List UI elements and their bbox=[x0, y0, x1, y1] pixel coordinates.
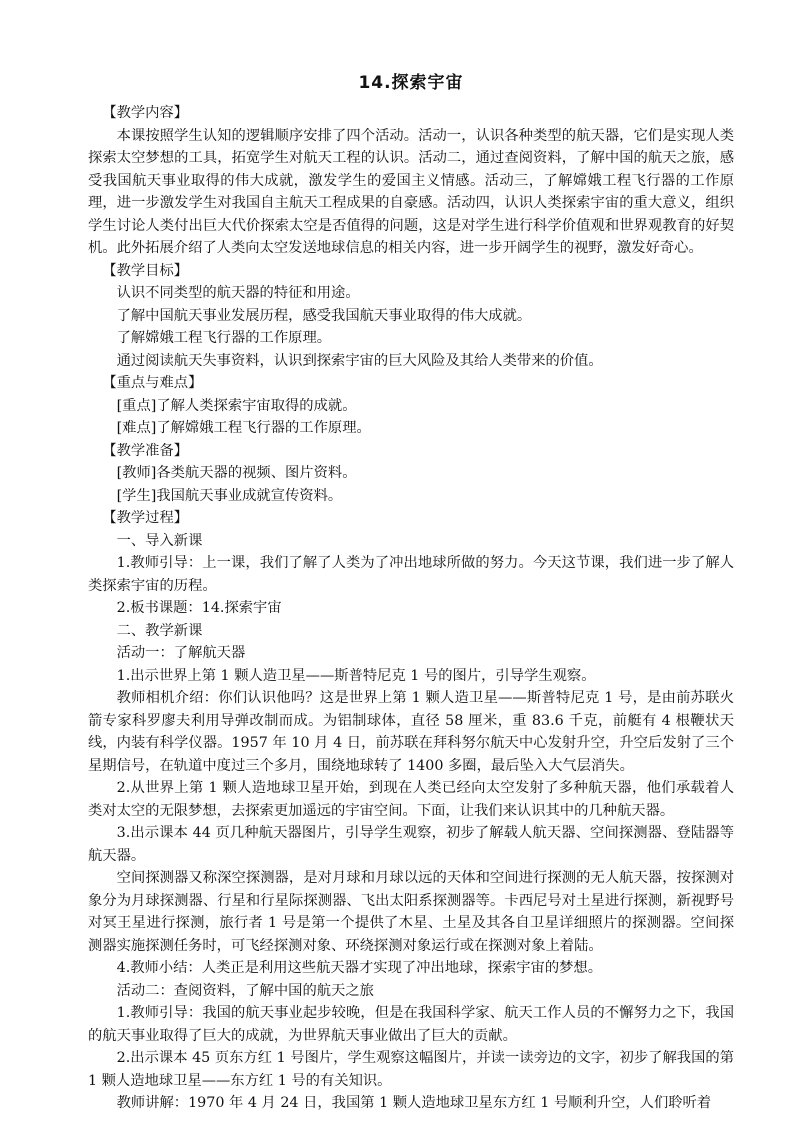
goal-item: 了解中国航天事业发展历程，感受我国航天事业取得的伟大成就。 bbox=[116, 307, 532, 324]
heading-teaching-content: 【教学内容】 bbox=[102, 105, 189, 121]
subheading-new-lesson: 二、教学新课 bbox=[116, 622, 203, 639]
paragraph: 1.出示世界上第 1 颗人造卫星——斯普特尼克 1 号的图片，引导学生观察。 bbox=[116, 667, 596, 684]
heading-teaching-process: 【教学过程】 bbox=[102, 510, 189, 526]
paragraph: 1.教师引导：我国的航天事业起步较晚，但是在我国科学家、航天工作人员的不懈努力之下，我国的航天事业取得了巨大的成就，为世界航天事业做出了巨大的贡献。 bbox=[88, 1005, 734, 1044]
document-page bbox=[88, 66, 734, 1115]
paragraph: 2.从世界上第 1 颗人造地球卫星开始，到现在人类已经向太空发射了多种航天器，他们承载着人类对太空的无限梦想，去探索更加遥远的宇宙空间。下面，让我们来认识其中的几种航天器。 bbox=[88, 780, 734, 819]
paragraph: 空间探测器又称深空探测器，是对月球和月球以远的天体和空间进行探测的无人航天器，按探测对象分为月球探测器、行星和行星际探测器、飞出太阳系探测器等。卡西尼号对土星进行探测，新视野号对冥王星进行探测，旅行者 1 号是第一个提供了木星、土星及其各自卫星详细照片的探测器。空间探测器实施探测任务时，可飞经探测对象、环绕探测对象运行或在探测对象上着陆。 bbox=[88, 870, 734, 954]
heading-preparation: 【教学准备】 bbox=[102, 442, 189, 459]
key-point-item: [重点]了解人类探索宇宙取得的成就。 bbox=[116, 397, 357, 414]
preparation-item: [学生]我国航天事业成就宣传资料。 bbox=[116, 487, 343, 504]
paragraph: 2.出示课本 45 页东方红 1 号图片，学生观察这幅图片，并读一读旁边的文字，初步了解我国的第 1 颗人造地球卫星——东方红 1 号的有关知识。 bbox=[88, 1050, 734, 1089]
paragraph: 教师相机介绍：你们认识他吗？这是世界上第 1 颗人造卫星——斯普特尼克 1 号，是由前苏联火箭专家科罗廖夫利用导弹改制而成。为铝制球体，直径 58 厘米，重 83.6 千克，前艇有 4 根鞭状天线，内装有科学仪器。1957 年 10 月 4 日，前苏联在拜科努尔航天中心发射升空，升空后发射了三个星期信号，在轨道中度过三个多月，围绕地球转了 1400 多圈，最后坠入大气层消失。 bbox=[88, 690, 734, 774]
heading-key-points: 【重点与难点】 bbox=[102, 375, 203, 391]
paragraph: 3.出示课本 44 页几种航天器图片，引导学生观察，初步了解载人航天器、空间探测器、登陆器等航天器。 bbox=[88, 825, 734, 864]
subheading-intro: 一、导入新课 bbox=[116, 532, 203, 549]
activity-heading: 活动一：了解航天器 bbox=[116, 645, 246, 661]
heading-teaching-goals: 【教学目标】 bbox=[102, 262, 189, 279]
goal-item: 了解嫦娥工程飞行器的工作原理。 bbox=[116, 330, 332, 346]
paragraph: 1.教师引导：上一课，我们了解了人类为了冲出地球所做的努力。今天这节课，我们进一步了解人类探索宇宙的历程。 bbox=[88, 555, 734, 594]
key-point-item: [难点]了解嫦娥工程飞行器的工作原理。 bbox=[116, 420, 371, 436]
activity-heading: 活动二：查阅资料，了解中国的航天之旅 bbox=[116, 982, 374, 999]
document-title: 14.探索宇宙 bbox=[358, 73, 464, 93]
paragraph: 教师讲解：1970 年 4 月 24 日，我国第 1 颗人造地球卫星东方红 1 号顺利升空，人们聆听着 bbox=[116, 1095, 712, 1111]
goal-item: 认识不同类型的航天器的特征和用途。 bbox=[116, 285, 360, 301]
goal-item: 通过阅读航天失事资料，认识到探索宇宙的巨大风险及其给人类带来的价值。 bbox=[116, 352, 603, 369]
paragraph: 4.教师小结：人类正是利用这些航天器才实现了冲出地球，探索宇宙的梦想。 bbox=[116, 960, 603, 976]
preparation-item: [教师]各类航天器的视频、图片资料。 bbox=[116, 465, 357, 481]
paragraph: 2.板书课题：14.探索宇宙 bbox=[116, 600, 282, 616]
paragraph-teaching-content: 本课按照学生认知的逻辑顺序安排了四个活动。活动一，认识各种类型的航天器，它们是实现人类探索太空梦想的工具，拓宽学生对航天工程的认识。活动二，通过查阅资料，了解中国的航天之旅，感受我国航天事业取得的伟大成就，激发学生的爱国主义情感。活动三，了解嫦娥工程飞行器的工作原理，进一步激发学生对我国自主航天工程成果的自豪感。活动四，认识人类探索宇宙的重大意义，组织学生讨论人类付出巨大代价探索太空是否值得的问题，这是对学生进行科学价值观和世界观教育的好契机。此外拓展介绍了人类向太空发送地球信息的相关内容，进一步开阔学生的视野，激发好奇心。 bbox=[88, 127, 734, 256]
